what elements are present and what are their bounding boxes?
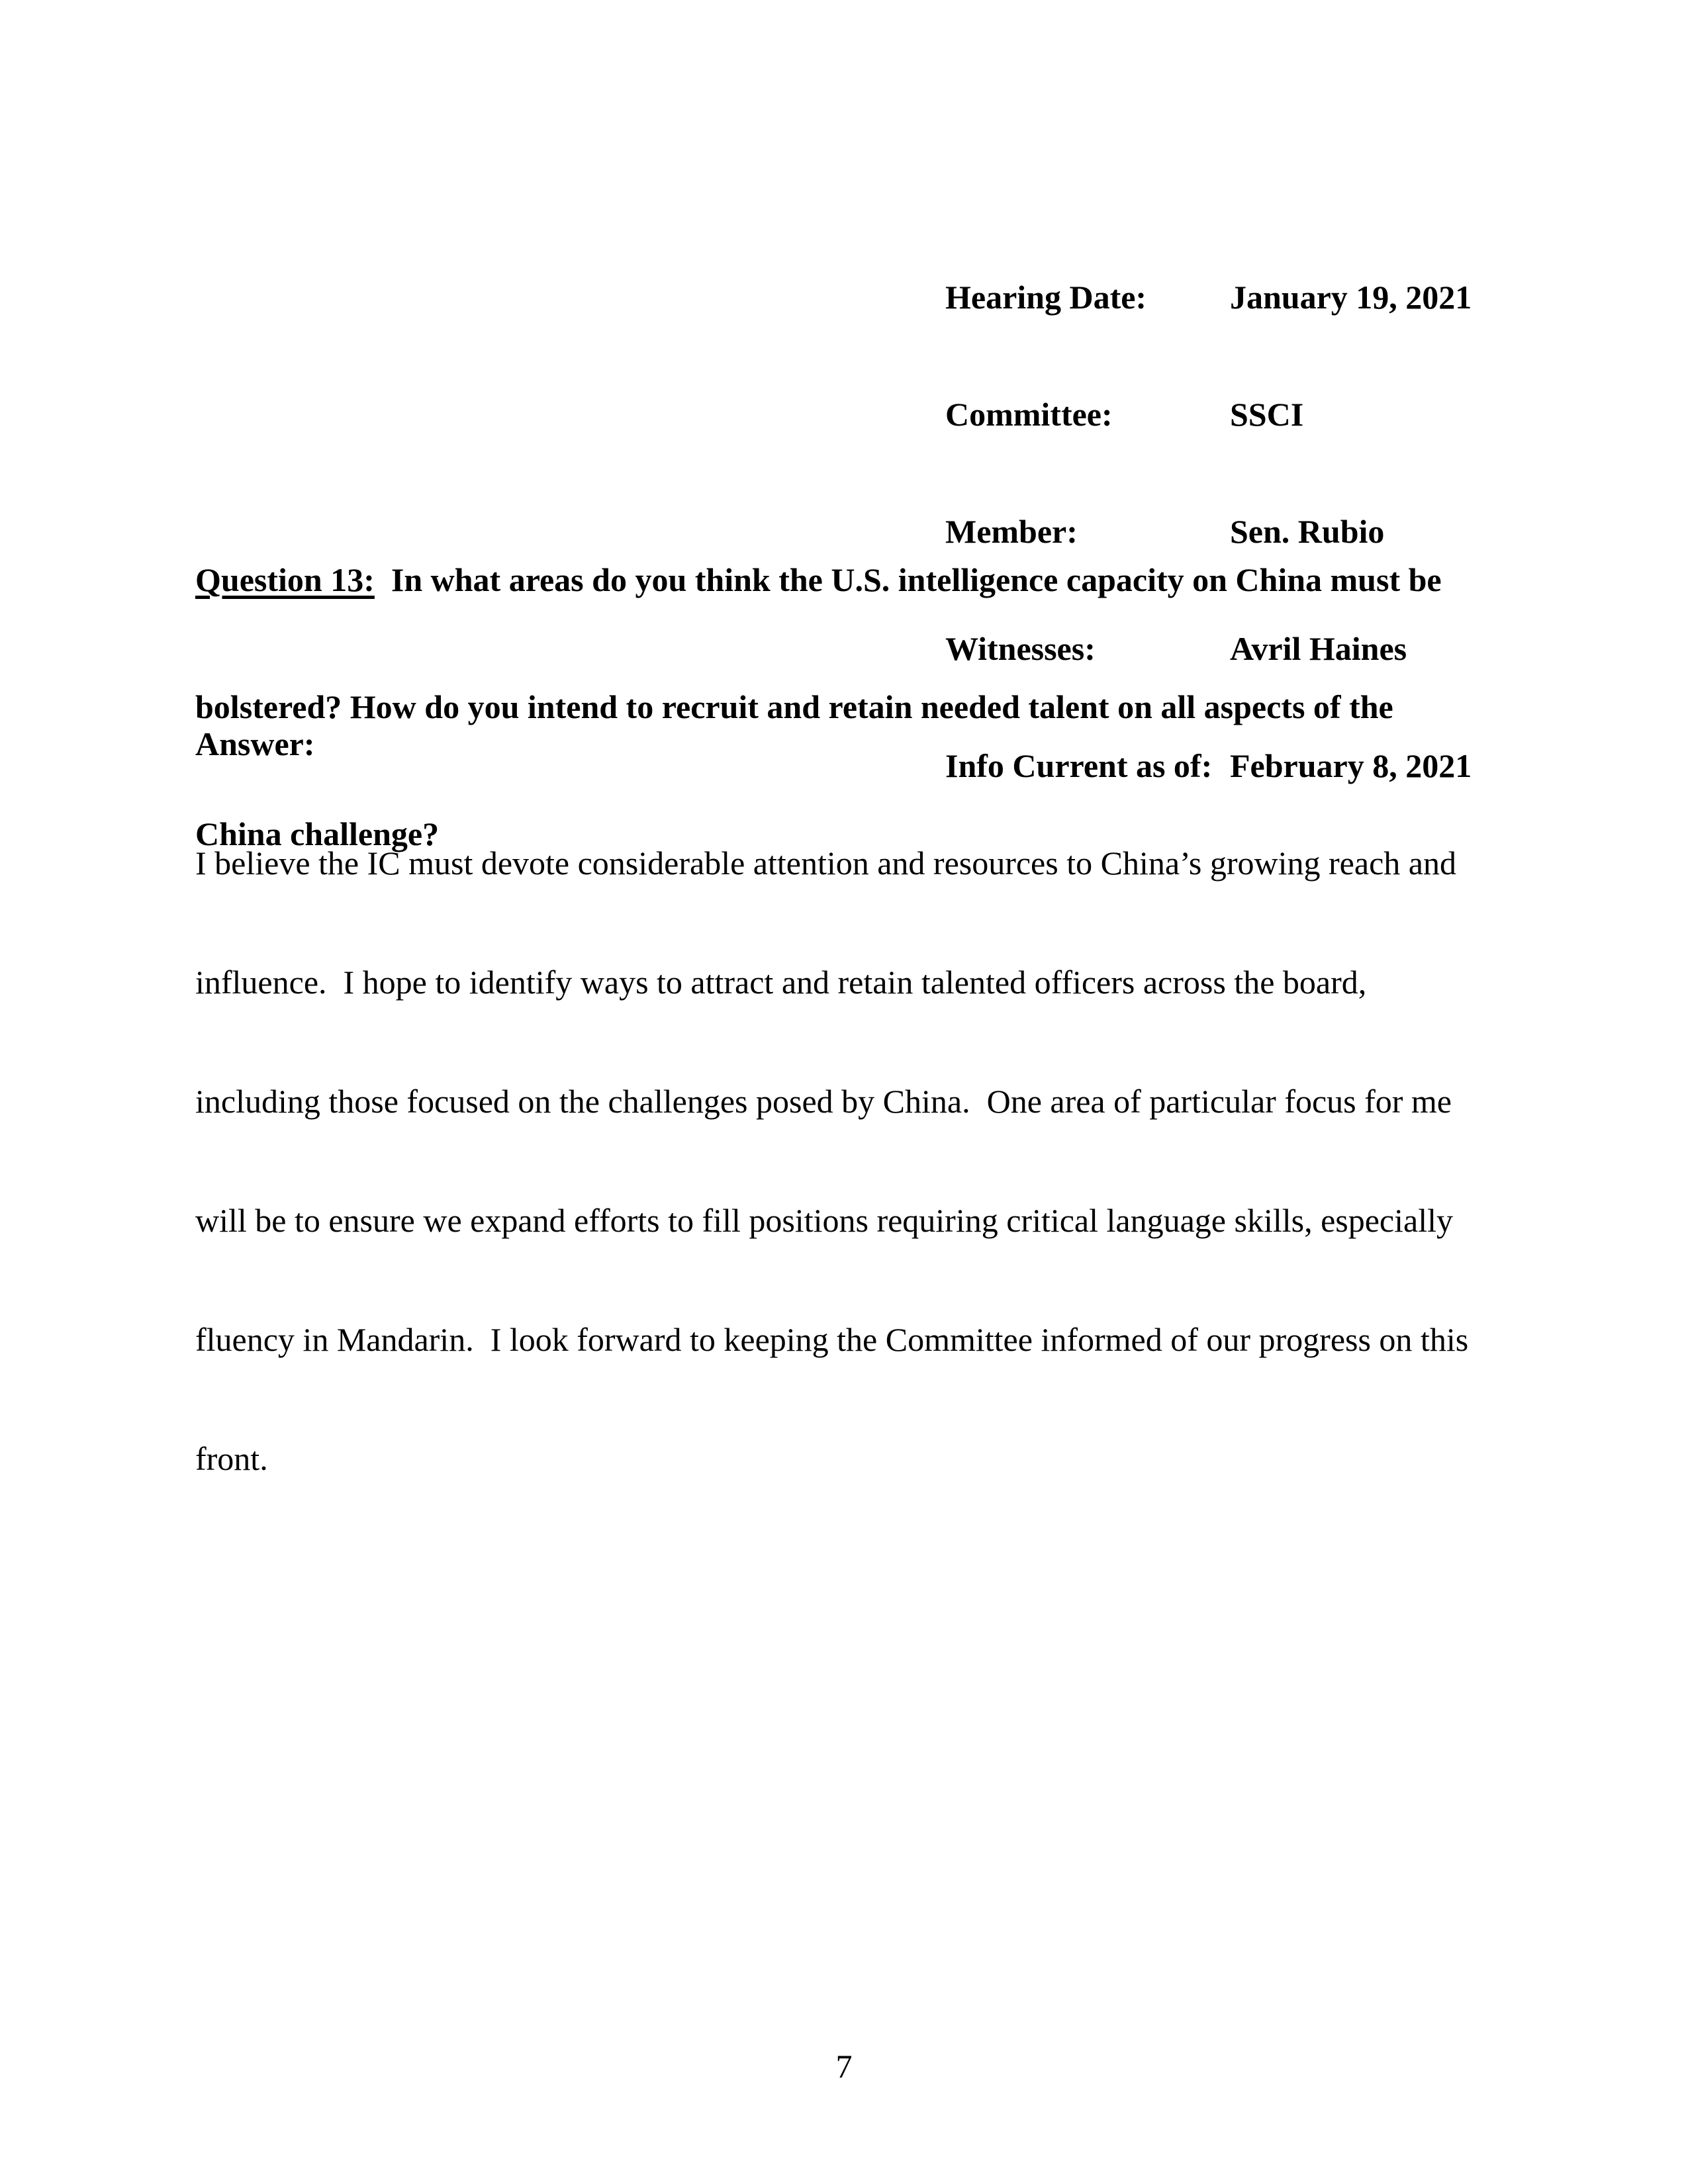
answer-heading: Answer: [195, 725, 315, 762]
answer-line-6: front. [195, 1440, 268, 1477]
question-line-1 [195, 559, 1493, 601]
header-value-committee: SSCI [1230, 396, 1304, 433]
answer-line-2: influence. I hope to identify ways to attract and retain talented officers across the board, [195, 964, 1367, 1001]
page-number: 7 [835, 2048, 853, 2085]
answer-line-5: fluency in Mandarin. I look forward to keeping the Committee informed of our progress on this [195, 1321, 1469, 1358]
header-row-hearing-date [945, 278, 1472, 317]
header-label-witnesses: Witnesses: [945, 630, 1096, 667]
header-value-member: Sen. Rubio [1230, 513, 1385, 550]
answer-block [195, 645, 1493, 1558]
question-number-label: Question 13: [195, 561, 375, 598]
answer-line-3: including those focused on the challenges posed by China. One area of particular focus for me [195, 1083, 1452, 1120]
question-line-3: China challenge? [195, 815, 440, 852]
header-label-member: Member: [945, 513, 1078, 550]
header-value-info-current: February 8, 2021 [1230, 747, 1472, 784]
question-line-2: bolstered? How do you intend to recruit and retain needed talent on all aspects of the [195, 688, 1393, 725]
question-line-1-text: In what areas do you think the U.S. intelligence capacity on China must be [374, 561, 1442, 598]
header-value-hearing-date: January 19, 2021 [1230, 279, 1472, 316]
header-row-committee [945, 395, 1472, 434]
answer-line-4: will be to ensure we expand efforts to fill positions requiring critical language skills, especially [195, 1202, 1453, 1239]
header-label-committee: Committee: [945, 396, 1113, 433]
header-label-info-current: Info Current as of: [945, 747, 1213, 784]
answer-line-1: I believe the IC must devote considerable attention and resources to China’s growing reach and [195, 844, 1456, 882]
header-label-hearing-date: Hearing Date: [945, 279, 1147, 316]
header-value-witnesses: Avril Haines [1230, 630, 1407, 667]
